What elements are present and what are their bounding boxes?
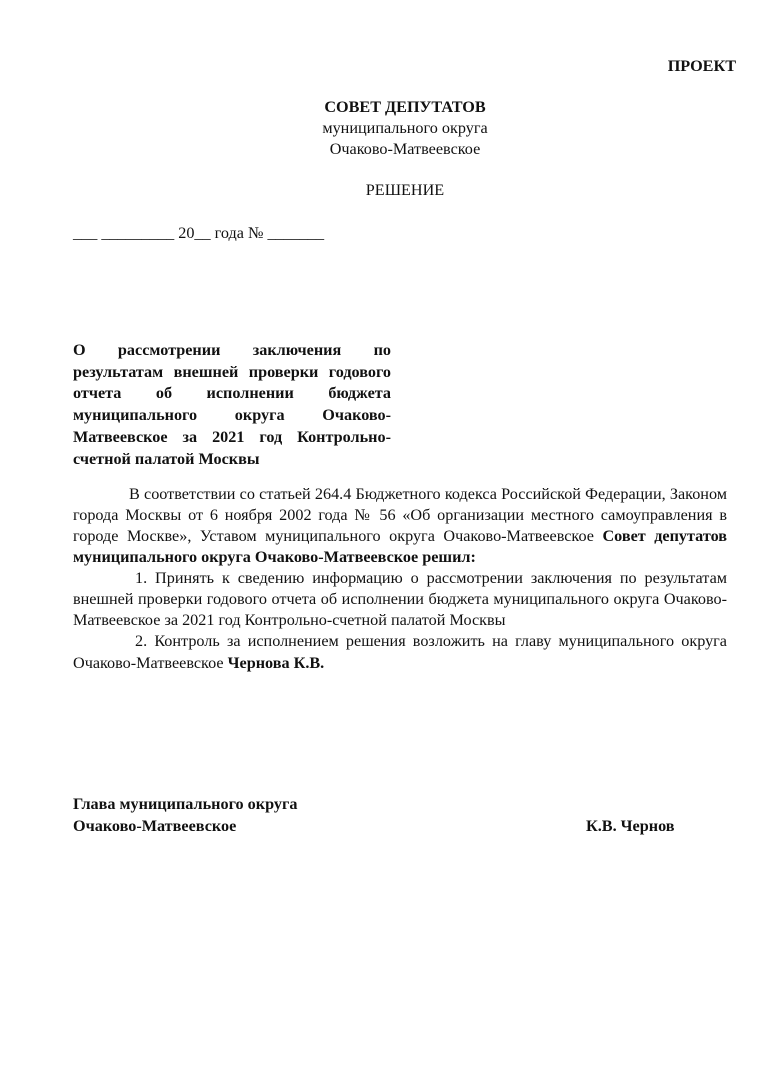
- item-2-person: Чернова К.В.: [227, 653, 325, 672]
- municipality-name: Очаково-Матвеевское: [329, 140, 481, 159]
- municipality-line: муниципального округа: [322, 119, 488, 138]
- decision-item-2: [73, 631, 727, 673]
- preamble: [73, 484, 727, 568]
- decision-item-1: 1. Принять к сведению информацию о рассмотрении заключения по результатам внешней проверки годового отчета об исполнении бюджета муниципального округа Очаково-Матвеевское за 2021 год Контрольно-счетной палатой Москвы: [73, 569, 727, 630]
- draft-stamp: ПРОЕКТ: [667, 57, 736, 75]
- signer-title-line1: Глава муниципального округа: [73, 795, 298, 813]
- decision-subject: О рассмотрении заключения по результатам внешней проверки годового отчета об исполнении бюджета муниципального округа Очаково-Матвеевское за 2021 год Контрольно-счетной палатой Москвы: [73, 341, 391, 468]
- council-title: СОВЕТ ДЕПУТАТОВ: [324, 98, 486, 116]
- signer-title-line2: Очаково-Матвеевское: [73, 816, 237, 835]
- decision-body: [73, 484, 727, 674]
- preamble-resolution: Совет депутатов муниципального округа Очаково-Матвеевское решил:: [73, 527, 727, 567]
- item-2-text: 2. Контроль за исполнением решения возложить на главу муниципального округа Очаково-Матвеевское: [73, 632, 727, 672]
- date-number-line: ___ _________ 20__ года № _______: [73, 224, 325, 242]
- signer-name: К.В. Чернов: [586, 817, 675, 835]
- document-header: [0, 97, 763, 160]
- decision-title: РЕШЕНИЕ: [365, 181, 445, 199]
- preamble-text: В соответствии со статьей 264.4 Бюджетного кодекса Российской Федерации, Законом города Москвы от 6 ноября 2002 года № 56 «Об организации местного самоуправления в городе Москве», Уставом муниципального округа Очаково-Матвеевское: [73, 485, 727, 546]
- signature-block: [73, 794, 297, 837]
